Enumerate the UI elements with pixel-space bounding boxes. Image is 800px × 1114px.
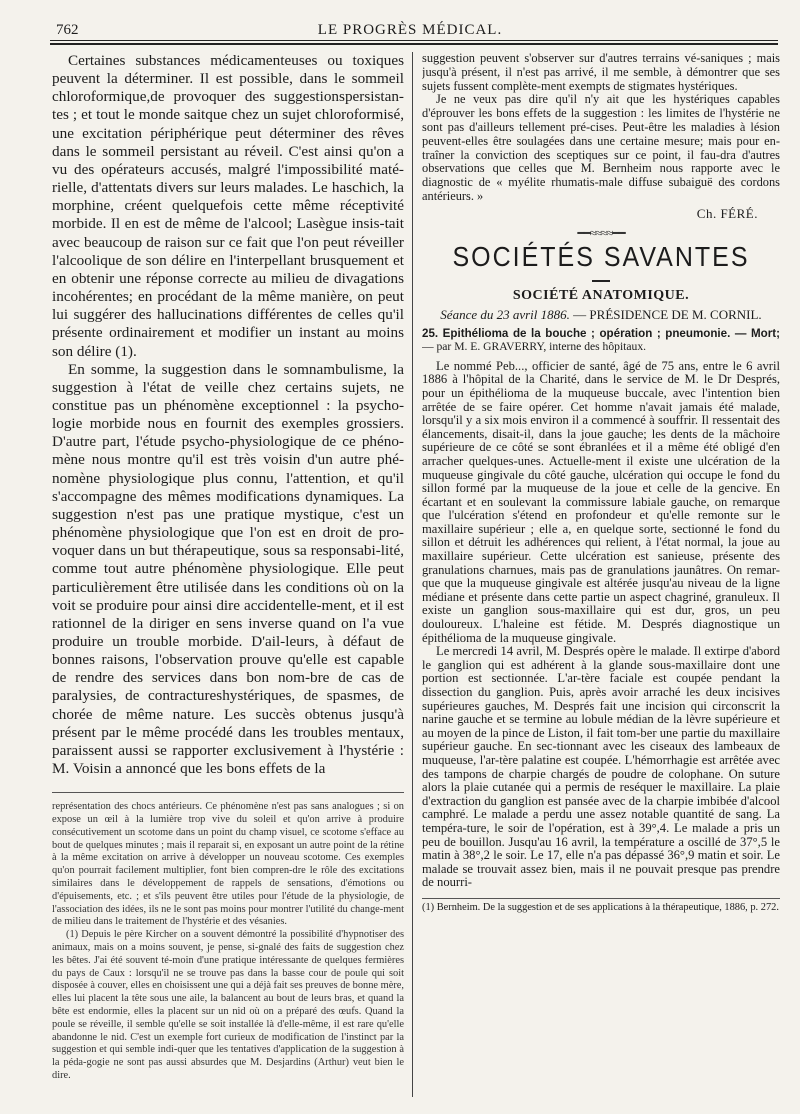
paragraph: Certaines substances médicamenteuses ou toxiques peuvent la déterminer. Il est possible, dans le sommeil chloroformique,de provoquer des suggestionspersistan-tes ; et tout le monde saitque chez un sujet chloroformisé, une excitation périphérique peut déterminer des rêves dans le sommeil persistant au réveil. C'est ainsi qu'on a vu des opérateurs accusés, malgré l'impossibilité maté-rielle, d'attentats divers sur leurs malades. Le haschich, la morphine, créent quelquefois cette même réceptivité morbide. Il en est de même de l'alcool; Lasègue insis-tait avec beaucoup de raison sur ce fait que l'on peut réveiller l'alcoolique de son délire en l'interpellant brusquement et en obtenir une réponse correcte au milieu de divagations incohérentes; en procédant de la même manière, on peut lui suggérer des hallucinations différentes de celles qu'il présente ordinairement et modifier un instant au moins son délire (1). <box>52 52 404 360</box>
header-rule-thick <box>50 43 778 45</box>
paragraph: Je ne veux pas dire qu'il n'y ait que les hystériques capables d'éprouver les bons effets de la suggestion : les limites de l'hystérie ne sont pas d'ailleurs tellement pré-cises. Peut-être les maladies à lésion peuvent-elles être soulagées dans une certaine mesure; mais pour en-traîner la conviction des sceptiques sur ce point, il fau-dra d'autres observations que celles que M. Bernheim nous rapporte avec le diagnostic de « myélite rhumatis-male diffuse subaiguë des cordons antérieurs. » <box>422 92 780 203</box>
paragraph: suggestion peuvent s'observer sur d'autres terrains vé-saniques ; mais jusqu'à présent, il n'est pas arrivé, il me semble, à démontrer que ses sujets fussent complète-ment exempts de stigmates hystériques. <box>422 52 780 93</box>
page-number: 762 <box>56 22 79 38</box>
seance-date: Séance du 23 avril 1886. <box>440 306 570 322</box>
page-header <box>40 20 780 42</box>
right-column <box>422 52 780 1102</box>
paragraph: Le mercredi 14 avril, M. Després opère le malade. Il extirpe d'abord le ganglion qui est adhérent à la glande sous-maxillaire dont une portion est sectionnée. L'ar-tère faciale est coupée pendant la dissection du ganglion. Puis, après avoir arraché les deux incisives supérieures gauches, M. Després fait une incision qui circonscrit la narine gauche et se termine au lobule médian de la lèvre supérieure et au moyen de la pince de Liston, il fait tom-ber une partie du maxillaire supérieur gauche. En sec-tionnant avec les ciseaux des lambeaux de muqueuse, l'ar-tère palatine est coupée. L'hémorrhagie est arrêtée avec des tampons de charpie chargés de poudre de colophane. On suture alors la plaie cutanée qui a permis de reséquer le maxillaire. La plaie d'extraction du ganglion est pansée avec de la charpie imbibée d'alcool camphré. Le malade a perdu une assez notable quantité de sang. La tempéra-ture, le soir de l'opération, est à 39°,4. Le malade a pris un peu de bouillon. Jusqu'au 16 avril, la température a oscillé de 37°,5 le matin à 38°,2 le soir. Le 17, elle n'a pas dépassé 36°,9 matin et soir. Le malade se trouvait assez bien, mais il ne pouvait presque pas prendre de nourri- <box>422 644 780 890</box>
paragraph: En somme, la suggestion dans le somnambulisme, la suggestion à l'état de veille chez certains sujets, ne constitue pas un phénomène exceptionnel : la psycho-logie morbide nous en fournit des exemples grossiers. D'autre part, l'étude psycho-physiologique de ce phéno-mène nous montre qu'il est très voisin d'un autre phé-nomène physiologique plus connu, l'attention, et qu'il s'accompagne des mêmes modifications dynamiques. La suggestion n'est pas une pratique mystique, c'est un phénomène physiologique que l'on est en droit de pro-voquer dans un but thérapeutique, sous sa responsabi-lité, comme tout autre phénomène physiologique. Elle peut particulièrement être utilisée dans les conditions où on la voit se produire pour ainsi dire accidentelle-ment, et il est rationnel de la diriger en sens inverse quand on l'a vue produire un trouble morbide. D'ail-leurs, à défaut de bonnes raisons, l'observation prouve qu'elle est capable de rendre des services dans bon nom-bre de cas de paralysies, de contractureshystériques, de spasmes, de chorée de même nature. Les succès obtenus jusqu'à présent par le même procédé dans les troubles mentaux, paraissent aussi se rapporter exclusivement à l'hystérie : M. Voisin a annoncé que les bons effets de la <box>52 360 404 778</box>
column-divider <box>412 52 413 1097</box>
title-dash <box>592 280 610 282</box>
left-column <box>52 52 404 1102</box>
footnote: représentation des chocs antérieurs. Ce phénomène n'est pas sans analogues ; si on expose un œil à la lumière trop vive du soleil et qu'on arrive à produire consécutivement un scotome dans un point du champ visuel, ce scotome s'efface au bout de quelques minutes ; mais il reparait si, en exposant un autre point de la rétine à la même excitation on arrive à développer un nouveau scotome. Ces exemples qu'on pourrait facilement multiplier, font bien compren-dre le rôle des excitations similaires dans le développement de rappels de sensations, d'émotions ou d'épuisements, etc. ; et s'ils peuvent être utiles pour l'étude de la physiologie, de l'association des idées, ils ne le sont pas moins pour montrer l'utilité du change-ment de milieu dans le traitement de l'hystérie et des vésanies. <box>52 801 404 928</box>
header-rule <box>50 40 778 41</box>
footnote-separator <box>52 792 404 793</box>
ornament-divider: ━━≈≈≈≈━━ <box>577 225 625 240</box>
footnote: (1) Bernheim. De la suggestion et de ses applications à la thérapeutique, 1886, p. 272. <box>422 898 780 914</box>
seance-president: — PRÉSIDENCE DE M. CORNIL. <box>573 306 762 322</box>
footnote: (1) Depuis le père Kircher on a souvent démontré la possibilité d'hypnotiser des animaux, mais on a moins souvent, je pense, si-gnalé des faits de suggestion chez les bêtes. J'ai été souvent té-moin d'une pratique intéressante de quelques fermières du pays de Caux : lorsqu'il ne se trouve pas dans la basse cour de poule qui soit disposée à couver, elles en choisissent une qui a déjà fait ses preuves de bonne mère, elles lui placent la tête sous une aile, la balancent au bout de leurs bras, et quand la bête est endormie, elles la placent sur un nid où on a préparé des œufs. Quand la poule se réveille, il semble qu'elle se soit installée là d'elle-même, il est rare qu'elle abandonne le nid. C'est un exemple fort curieux de modification de l'instinct par la suggestion et qui semble indi-quer que les tentatives d'application de la suggestion à la péda-gogie ne sont pas aussi absurdes que M. Desjardins (Arthur) veut bien le dire. <box>52 929 404 1081</box>
section-title: SOCIÉTÉS SAVANTES <box>452 241 750 273</box>
case-author: — par M. E. GRAVERRY, interne des hôpitaux. <box>422 340 647 354</box>
case-heading <box>422 327 780 354</box>
case-title: 25. Epithélioma de la bouche ; opération ; pneumonie. — Mort; <box>422 326 780 340</box>
author-signature: Ch. FÉRÉ. <box>696 205 758 221</box>
journal-title: LE PROGRÈS MÉDICAL. <box>317 22 503 38</box>
society-name: SOCIÉTÉ ANATOMIQUE. <box>512 287 690 303</box>
seance-line <box>422 307 780 323</box>
paragraph: Le nommé Peb..., officier de santé, âgé de 75 ans, entre le 6 avril 1886 à l'hôpital de la Charité, dans le service de M. le Dr Després, pour un épithélioma de la muqueuse buccale, avec l'intention bien arrêtée de se faire opérer. Cet homme n'avait jamais été malade, lorsqu'il y a six mois environ il a commencé à souffrir. Il ressentait des élancements, disait-il, dans la joue gauche; les dents de la mâchoire supérieure de ce côté se sont ébranlées et il a même été obligé d'en arracher quelques-unes. Actuelle-ment il existe une ulcération de la muqueuse gingivale du côté gauche, ulcération qui occupe le fond du sillon formé par la muqueuse de la joue et celle de la gencive. En écartant et en soulevant la commissure labiale gauche, on remarque que l'ulcération s'étend en profondeur et qu'elle remonte sur le maxillaire supérieur ; elle a, en quelque sorte, sectionné le fond du sillon et détruit les adhérences qui relient, à l'état normal, la joue au maxillaire supérieur. Cette ulcération est sanieuse, présente des granulations charnues, mais pas de granulations jaunâtres. On remar-que que la muqueuse gingivale est altérée jusqu'au niveau de la ligne médiane et présente dans cette partie un aspect chagriné, granuleux. Il existe un ganglion sous-maxillaire qui est dur, gros, un peu douloureux. L'haleine est fétide. M. Després diagnostique un épithélioma de la muqueuse gingivale. <box>422 358 780 645</box>
